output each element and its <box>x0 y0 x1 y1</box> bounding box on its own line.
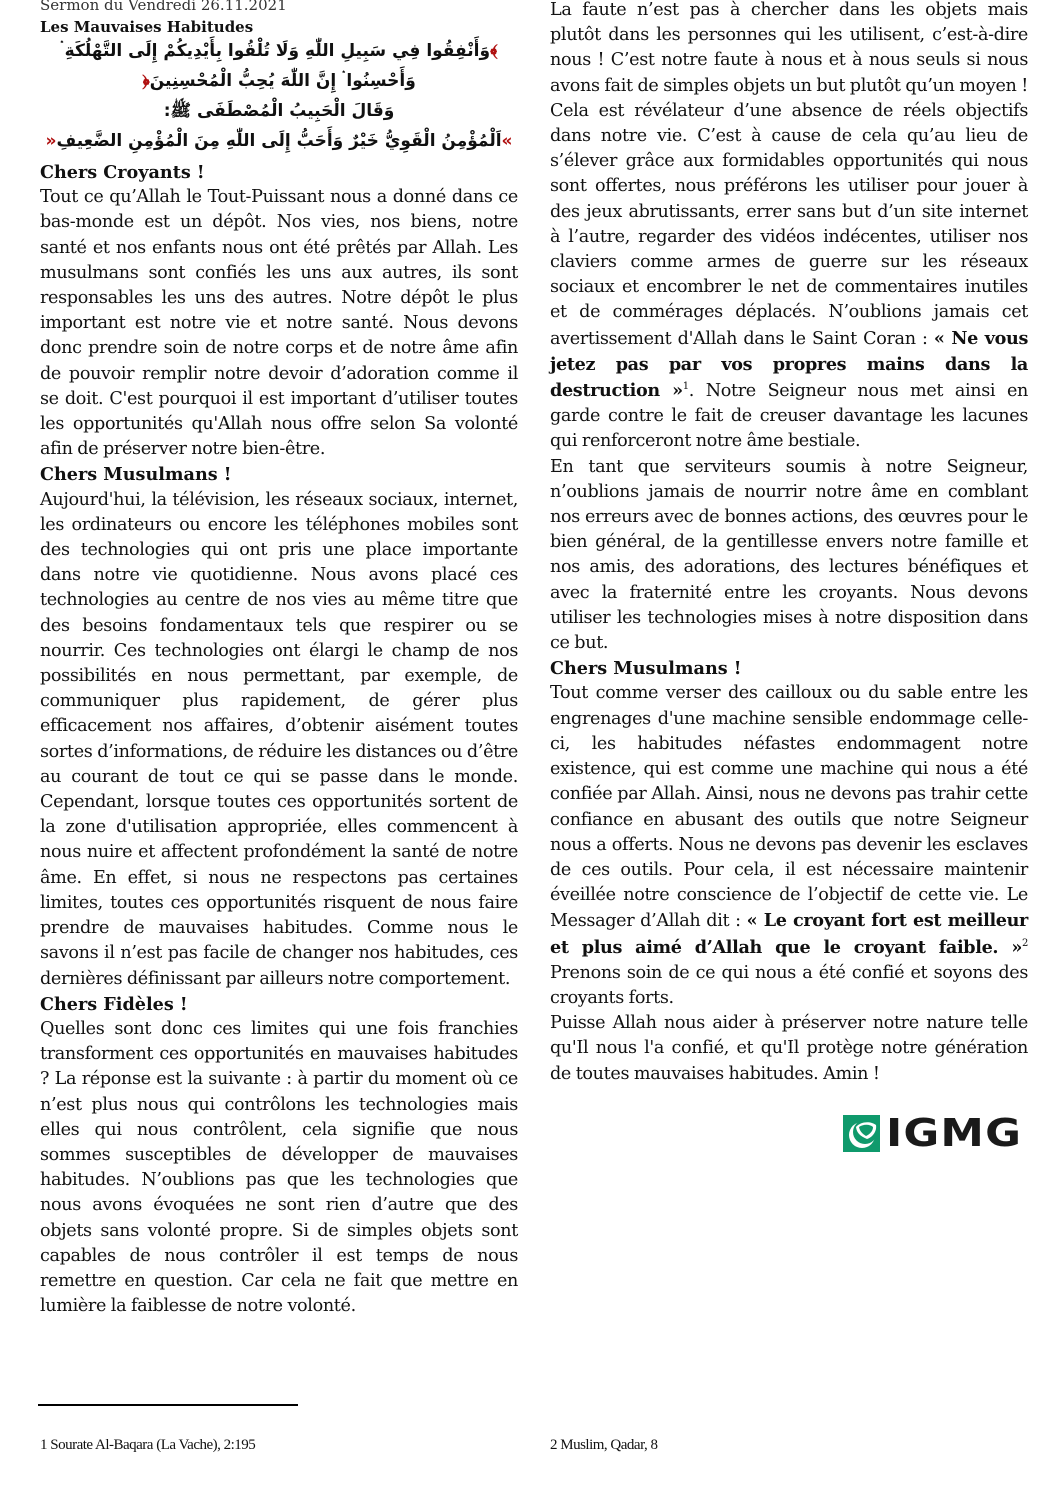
paragraph: Quelles sont donc ces limites qui une fois franchies transforment ces opportunités en mauvaises habitudes ? La réponse est la suivante : à partir du moment où ce n’est plus nous qui contrôlons les technologies mais elles qui nous contrôlent, cela signifie que nous sommes susceptibles de développer de mauvaises habitudes. N’oublions pas que les technologies que nous avons évoquées ne sont rien d’autre que des objets sans volonté propre. Si de simples objets sont capables de nous contrôler il est temps de nous remettre en question. Car cela ne fait que mettre en lumière la faiblesse de notre volonté. <box>40 1018 518 1317</box>
section-heading: Chers Croyants ! <box>40 162 205 183</box>
crescent-leaf-logo-icon <box>843 1115 880 1152</box>
right-column <box>550 0 1028 1087</box>
paragraph: Aujourd'hui, la télévision, les réseaux sociaux, internet, les ordinateurs ou encore les téléphones mobiles sont des technologies qui ont pris une place importante dans notre vie quotidienne. Nous avons placé ces technologies au centre de nos vies au même titre que des besoins fondamentaux tels que respirer ou se nourrir. Ces technologies ont élargi le champ de nos possibilités en nous permettant, par exemple, de communiquer plus rapidement, de gérer plus efficacement nos affaires, d’obtenir aisément toutes sortes d’informations, de réduire les distances ou d’être au courant de tout ce qui se passe dans le monde. Cependant, lorsque toutes ces opportunités sortent de la zone d'utilisation appropriée, elles commencent à nous nuire et affectent profondément la santé de notre âme. En effet, si nous ne respectons pas certaines limites, toutes ces opportunités risquent de nous faire prendre de mauvaises habitudes. Comme nous le savons il n’est pas facile de changer nos habitudes, ces dernières définissant par ailleurs notre comportement. <box>40 489 518 989</box>
hadith-intro: وَقَالَ الْحَبِيبُ الْمُصْطَفَى ﷺ: <box>163 101 395 121</box>
section-heading: Chers Musulmans ! <box>40 464 232 486</box>
hadith-line: »اَلْمُؤْمِنُ الْقَوِيُّ خَيْرٌ وَأَحَبُّ إِلَى اللّٰهِ مِنَ الْمُؤْمِنِ الضَّعِيفِ« <box>45 131 513 151</box>
sermon-date: Sermon du Vendredi 26.11.2021 <box>40 0 287 14</box>
paragraph: La faute n’est pas à chercher dans les objets mais plutôt dans les personnes qui les utilisent, c’est-à-dire nous ! C’est notre faute à nous et à nous seuls si nous avons fait de simples objets un but plutôt qu’un moyen ! Cela est révélateur d’une absence de réels objectifs dans notre vie. C’est à cause de cela qu’au lieu de s’élever grâce aux formidables opportunités qui nous sont offertes, nous préférons les utiliser pour jouer à des jeux abrutissants, errer sans but d’un site internet à l’autre, regarder des vidéos indécentes, utiliser nos claviers comme armes de guerre sur les réseaux sociaux et encombrer le net de commentaires inutiles et de commérages déplacés. N’oublions jamais cet avertissement d'Allah dans le Saint Coran : « Ne vous jetez pas par vos propres mains dans la destruction »$^1$. Notre Seigneur nous met ainsi en garde contre le fait de creuser davantage les lacunes qui renforceront notre âme bestiale. <box>550 0 1028 452</box>
ornament-open-icon: ﴾ <box>490 41 498 61</box>
arabic-verse <box>40 36 518 156</box>
logo-text: IGMG <box>886 1111 1023 1155</box>
footnote-ref[interactable]: 2 <box>1021 937 1028 949</box>
paragraph: Tout ce qu’Allah le Tout-Puissant nous a donné dans ce bas-monde est un dépôt. Nos vies, nos biens, notre santé et nos enfants nous ont été prêtés par Allah. Les musulmans sont confiés les uns aux autres, ils sont responsables les uns des autres. Notre dépôt le plus important est notre vie et notre santé. Nous devons donc prendre soin de notre corps et de notre âme afin de pouvoir remplir notre devoir d’adoration comme il se doit. C'est pourquoi il est important d’utiliser toutes les opportunités qu'Allah nous offre selon Sa volonté afin de préserver notre bien-être. <box>40 187 518 460</box>
left-column <box>40 0 518 1319</box>
quote-open-icon: » <box>501 131 513 151</box>
verse-line-2: وَأَحْسِنُوا ۛ إِنَّ اللّٰهَ يُحِبُّ الْمُحْسِنِينَ﴿ <box>142 71 416 91</box>
verse-line-1: ﴾وَأَنْفِقُوا فِي سَبِيلِ اللّٰهِ وَلَا تُلْقُوا بِأَيْدِيكُمْ إِلَى التَّهْلُكَةِ ۛ <box>60 41 498 61</box>
quran-quote: « Ne vous jetez pas par vos propres mains dans la destruction » <box>550 327 1028 402</box>
page-title: Les Mauvaises Habitudes <box>40 18 254 36</box>
footnote-separator <box>38 1404 298 1406</box>
quote-close-icon: « <box>45 131 57 151</box>
paragraph: En tant que serviteurs soumis à notre Seigneur, n’oublions jamais de nourrir notre âme en comblant nos erreurs avec de bonnes actions, des œuvres pour le bien général, de la gentillesse envers notre famille et nos amis, des adorations, des lectures bénéfiques et avec la fraternité entre les croyants. Nous devons utiliser les technologies mises à notre disposition dans ce but. <box>550 456 1028 654</box>
section-heading: Chers Fidèles ! <box>40 993 188 1015</box>
hadith-quote: « Le croyant fort est meilleur et plus aimé d’Allah que le croyant faible. » <box>550 910 1028 958</box>
section-heading: Chers Musulmans ! <box>550 658 742 680</box>
igmg-logo <box>843 1111 1023 1155</box>
footnote-2: 2 Muslim, Qadar, 8 <box>550 1437 658 1453</box>
ornament-close-icon: ﴿ <box>142 71 150 91</box>
paragraph: Puisse Allah nous aider à préserver notre nature telle qu'Il nous l'a confié, et qu'Il protège notre génération de toutes mauvaises habitudes. Amin ! <box>550 1013 1028 1084</box>
paragraph: Tout comme verser des cailloux ou du sable entre les engrenages d'une machine sensible endommage celle-ci, les habitudes néfastes endommagent notre existence, qui est comme une machine qui nous a été confiée par Allah. Ainsi, nous ne devons pas trahir cette confiance en abusant des outils que notre Seigneur nous a offerts. Nous ne devons pas devenir les esclaves de ces outils. Pour cela, il est nécessaire maintenir éveillée notre conscience de l’objectif de cette vie. Le Messager d’Allah dit : « Le croyant fort est meilleur et plus aimé d’Allah que le croyant faible. »$^2$ Prenons soin de ce qui nous a été confié et soyons des croyants forts. <box>550 683 1028 1008</box>
footnote-ref[interactable]: 1 <box>682 381 689 393</box>
footnote-1: 1 Sourate Al-Baqara (La Vache), 2:195 <box>40 1437 256 1453</box>
